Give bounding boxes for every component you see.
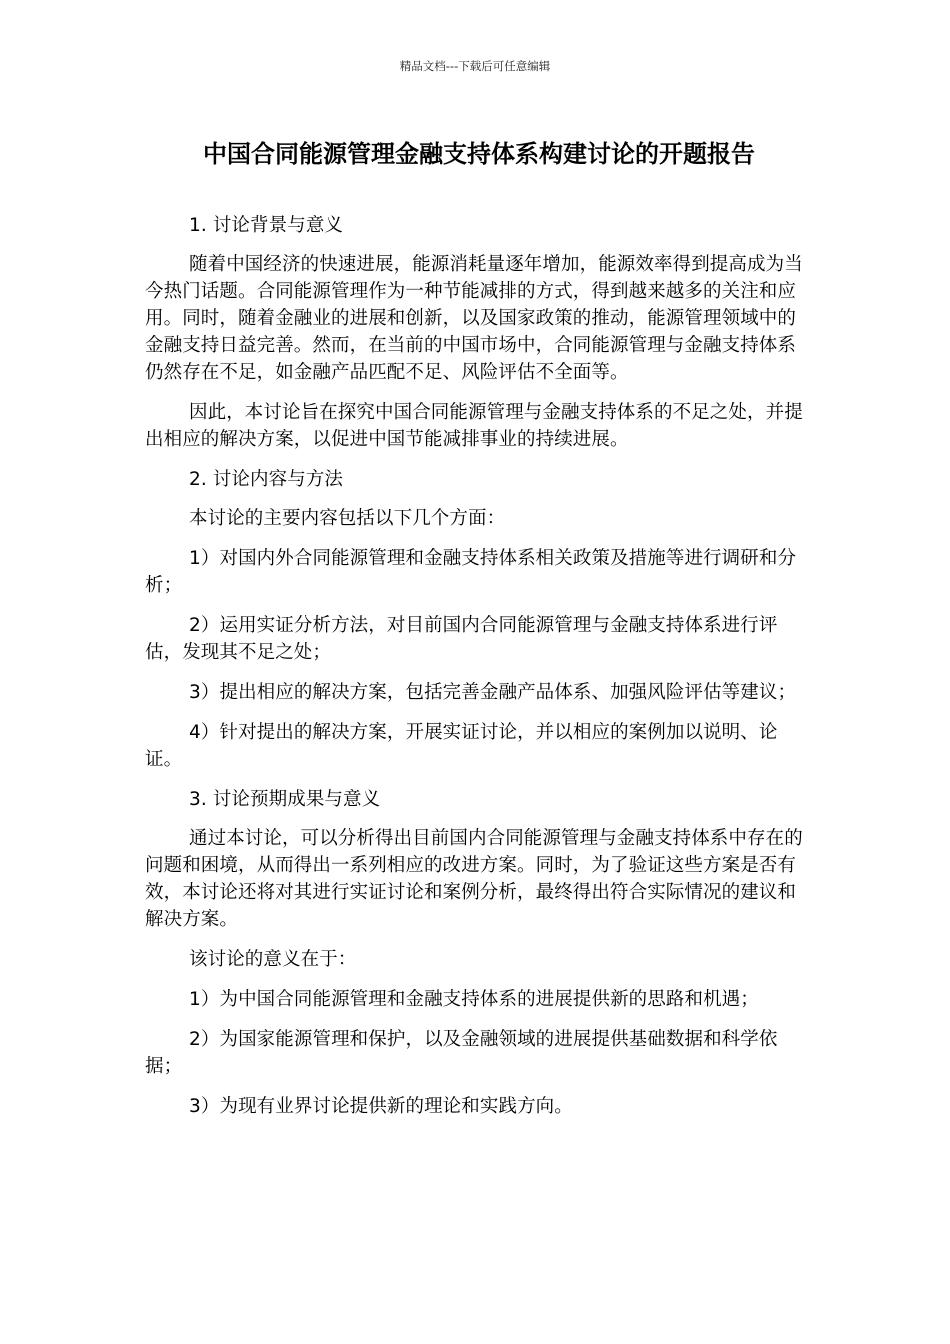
list-item-content-1: 1）对国内外合同能源管理和金融支持体系相关政策及措施等进行调研和分析；	[145, 548, 797, 596]
section-heading-expected-results: 3. 讨论预期成果与意义	[189, 789, 381, 810]
paragraph-background: 随着中国经济的快速进展，能源消耗量逐年增加，能源效率得到提高成为当今热门话题。合同能源管理作为一种节能减排的方式，得到越来越多的关注和应用。同时，随着金融业的进展和创新，以及国家政策的推动，能源管理领域中的金融支持日益完善。然而，在当前的中国市场中，合同能源管理与金融支持体系仍然存在不足，如金融产品匹配不足、风险评估不全面等。	[145, 254, 803, 383]
document-body	[145, 136, 813, 1133]
document-title: 中国合同能源管理金融支持体系构建讨论的开题报告	[203, 140, 755, 168]
section-heading-content-method: 2. 讨论内容与方法	[189, 469, 344, 490]
list-item-significance-2: 2）为国家能源管理和保护，以及金融领域的进展提供基础数据和科学依据；	[145, 1029, 778, 1077]
paragraph-expected-results: 通过本讨论，可以分析得出目前国内合同能源管理与金融支持体系中存在的问题和困境，从而得出一系列相应的改进方案。同时，为了验证这些方案是否有效，本讨论还将对其进行实证讨论和案例分析，最终得出符合实际情况的建议和解决方案。	[145, 828, 803, 930]
list-item-content-3: 3）提出相应的解决方案，包括完善金融产品体系、加强风险评估等建议；	[189, 682, 797, 703]
list-item-content-2: 2）运用实证分析方法，对目前国内合同能源管理与金融支持体系进行评估，发现其不足之处；	[145, 615, 778, 663]
page-header: 精品文档---下载后可任意编辑	[399, 59, 551, 73]
list-item-significance-3: 3）为现有业界讨论提供新的理论和实践方向。	[189, 1096, 573, 1117]
section-heading-background: 1. 讨论背景与意义	[189, 215, 344, 236]
list-item-significance-1: 1）为中国合同能源管理和金融支持体系的进展提供新的思路和机遇；	[189, 989, 759, 1010]
paragraph-purpose: 因此，本讨论旨在探究中国合同能源管理与金融支持体系的不足之处，并提出相应的解决方案，以促进中国节能减排事业的持续进展。	[145, 402, 803, 450]
paragraph-content-intro: 本讨论的主要内容包括以下几个方面：	[189, 508, 506, 529]
paragraph-significance-intro: 该讨论的意义在于：	[189, 949, 357, 970]
list-item-content-4: 4）针对提出的解决方案，开展实证讨论，并以相应的案例加以说明、论证。	[145, 722, 778, 770]
